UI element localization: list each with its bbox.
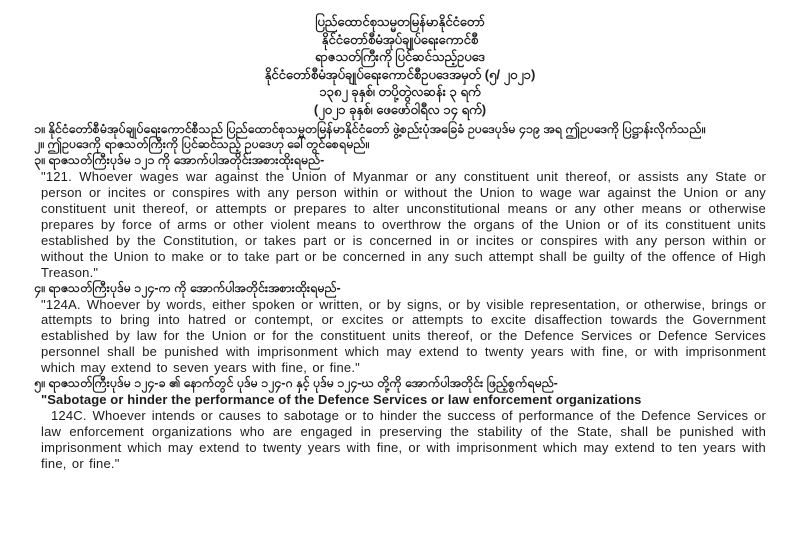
paragraph-2-citation: ၂။ ဤဥပဒေကို ရာဇသတ်ကြီးကို ပြင်ဆင်သည့် ဥပဒေဟု ခေါ်တွင်စေရမည်။ xyxy=(34,137,370,152)
section-124c-heading: "Sabotage or hinder the performance of the Defence Services or law enforcement organizations xyxy=(41,391,642,407)
section-121-text: "121. Whoever wages war against the Union of Myanmar or any constituent unit thereof, or assists any State or person or incites or conspires with any person within or without the Union to wage war against the Union or any constituent unit thereof, or attempts or prepares to alter unconstitutional means or any other means or otherwise prepares by force of arms or other violent means to overthrow the organs of the Union or of its constituent units established by the Constitution, or takes part or is concerned in or incites or conspires with any person within or without the Union to make or to take part or be concerned in any such attempt shall be guilty of the offence of High Treason." xyxy=(41,169,766,280)
header-line-country: ပြည်ထောင်စုသမ္မတမြန်မာနိုင်ငံတော် xyxy=(315,14,485,29)
document-body xyxy=(34,122,766,472)
header-line-law-number: နိုင်ငံတော်စီမံအုပ်ချုပ်ရေးကောင်စီဥပဒေအမှတ် (၅/ ၂၀၂၁) xyxy=(264,66,536,82)
section-124a-text: "124A. Whoever by words, either spoken or written, or by signs, or by visible representation, or otherwise, brings or attempts to bring into hatred or contempt, or excites or attempts to excite disaffection towards the Government established by law for the Union or for the constituent units thereof, or the Defence Services or Defence Services personnel shall be punished with imprisonment which may extend to twenty years with fine, or with imprisonment which may extend to seven years with fine, or fine." xyxy=(41,296,766,376)
paragraph-4-substitution-124a: ၄။ ရာဇသတ်ကြီးပုဒ်မ ၁၂၄-က ကို အောက်ပါအတိုင်းအစားထိုးရမည်- xyxy=(34,280,341,295)
header-line-law-title: ရာဇသတ်ကြီးကို ပြင်ဆင်သည့်ဥပဒေ xyxy=(315,49,485,65)
document-header xyxy=(34,13,766,119)
paragraph-5-insertion-124c-124d: ၅။ ရာဇသတ်ကြီးပုဒ်မ ၁၂၄-ခ ၏ နောက်တွင် ပုဒ်မ ၁၂၄-ဂ နှင့် ပုဒ်မ ၁၂၄-ဃ တို့ကို အောက်ပါအတိုင်း ဖြည့်စွက်ရမည်- xyxy=(34,376,558,391)
header-line-council: နိုင်ငံတော်စီမံအုပ်ချုပ်ရေးကောင်စီ xyxy=(321,31,479,47)
header-line-gregorian-date: (၂၀၂၁ ခုနှစ်၊ ဖေဖော်ဝါရီလ ၁၄ ရက်) xyxy=(313,101,487,117)
section-124c-text: 124C. Whoever intends or causes to sabotage or to hinder the success of performance of the Defence Services or law enforcement organizations who are engaged in preserving the stability of the State, shall be punished with imprisonment which may extend to twenty years with fine, or with imprisonment which may extend to ten years with fine, or fine." xyxy=(41,407,766,471)
header-line-myanmar-date: ၁၃၈၂ ခုနှစ်၊ တပို့တွဲလဆန်း ၃ ရက် xyxy=(319,84,481,100)
paragraph-1-enactment: ၁။ နိုင်ငံတော်စီမံအုပ်ချုပ်ရေးကောင်စီသည် ပြည်ထောင်စုသမ္မတမြန်မာနိုင်ငံတော် ဖွဲ့စည်းပုံအခြေခံ ဥပဒေပုဒ်မ ၄၁၉ အရ ဤဥပဒေကို ပြဋ္ဌာန်းလိုက်သည်။ xyxy=(34,121,706,136)
paragraph-3-substitution-121: ၃။ ရာဇသတ်ကြီးပုဒ်မ ၁၂၁ ကို အောက်ပါအတိုင်းအစားထိုးရမည်- xyxy=(34,153,325,168)
